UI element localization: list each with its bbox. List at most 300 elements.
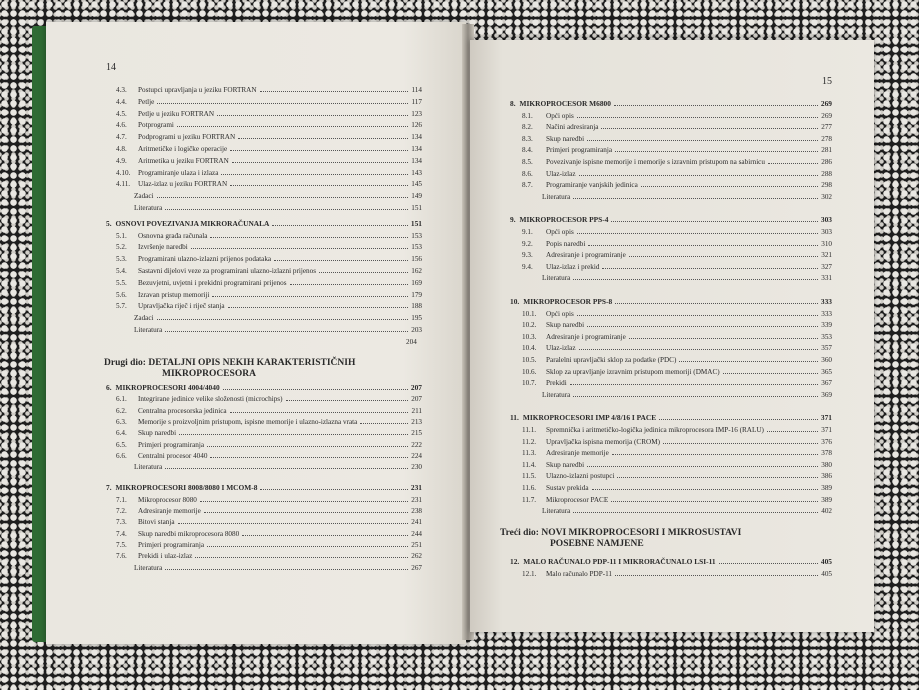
- toc-page-number: 134: [411, 156, 422, 165]
- leader-dots: [207, 546, 408, 547]
- toc-title: Podprogrami u jeziku FORTRAN: [138, 133, 236, 142]
- leader-dots: [614, 105, 818, 106]
- toc-title: Skup naredbi: [546, 321, 585, 330]
- toc-entry: [522, 496, 832, 504]
- left-page: [46, 22, 466, 644]
- leader-dots: [217, 115, 408, 116]
- leader-dots: [165, 468, 408, 469]
- toc-number: 10.4.: [522, 344, 537, 353]
- toc-page-number: 298: [821, 181, 832, 190]
- toc-page-number: 303: [821, 228, 832, 236]
- toc-title: Primjeri programiranja: [546, 146, 613, 155]
- leader-dots: [157, 197, 409, 198]
- leader-dots: [228, 307, 409, 308]
- toc-entry: [522, 112, 832, 120]
- leader-dots: [207, 446, 408, 447]
- toc-entry: [522, 123, 832, 131]
- toc-title: MALO RAČUNALO PDP-11 I MIKRORAČUNALO LSI-11: [523, 557, 716, 566]
- leader-dots: [200, 501, 408, 502]
- leader-dots: [191, 248, 409, 249]
- leader-dots: [573, 512, 818, 513]
- toc-page-number: 213: [411, 417, 422, 426]
- toc-entry: [116, 530, 422, 538]
- toc-title: Aritmetičke i logičke operacije: [138, 145, 228, 153]
- toc-entry: [134, 564, 422, 572]
- toc-page-number: 224: [411, 451, 422, 460]
- toc-number: 8.1.: [522, 111, 533, 120]
- toc-title: Bezuvjetni, uvjetni i prekidni programirani prijenos: [138, 278, 287, 287]
- toc-chapter-entry: [510, 100, 832, 108]
- toc-page-number: 389: [821, 495, 832, 504]
- toc-title: Ulaz-izlaz u jeziku FORTRAN: [138, 180, 228, 189]
- toc-entry: [116, 232, 422, 240]
- toc-number: 7.1.: [116, 495, 127, 504]
- toc-title: Sastavni dijelovi veze za programirani ulazno-izlazni prijenos: [138, 267, 317, 275]
- toc-page-number: 114: [411, 86, 422, 94]
- leader-dots: [767, 431, 818, 432]
- toc-title: Memorije s proizvoljnim pristupom, ispisne memorije i ulazno-izlazna vrata: [138, 417, 358, 426]
- toc-title: Postupci upravljanja u jeziku FORTRAN: [138, 86, 257, 94]
- toc-number: 5.7.: [116, 302, 127, 311]
- toc-entry: [522, 484, 832, 492]
- toc-title: Zadaci: [134, 192, 154, 201]
- toc-entry: [542, 274, 832, 282]
- part-heading-3: [500, 528, 741, 550]
- leader-dots: [573, 279, 818, 280]
- leader-dots: [579, 175, 819, 176]
- toc-page-number: 149: [411, 192, 422, 201]
- toc-title: Skup naredbi mikroprocesora 8080: [138, 529, 240, 538]
- toc-page-number: 369: [821, 390, 832, 399]
- toc-page-number: 365: [821, 367, 832, 376]
- leader-dots: [165, 569, 408, 570]
- toc-page-number: 333: [820, 297, 832, 306]
- leader-dots: [615, 303, 818, 304]
- toc-number: 5.2.: [116, 243, 127, 252]
- toc-page-number: 302: [821, 192, 832, 201]
- toc-title: Programiranje vanjskih jedinica: [546, 181, 638, 190]
- toc-number: 10.5.: [522, 356, 537, 364]
- toc-page-number: 156: [411, 255, 422, 264]
- leader-dots: [629, 338, 818, 339]
- toc-number: 6.: [106, 383, 112, 392]
- toc-title: Skup naredbi: [138, 429, 177, 438]
- toc-entry: [116, 291, 422, 299]
- toc-title: Programiranje ulaza i izlaza: [138, 168, 219, 177]
- toc-title: Izravan pristup memoriji: [138, 290, 210, 299]
- leader-dots: [679, 361, 818, 362]
- leader-dots: [238, 138, 408, 139]
- toc-page-number: 134: [411, 145, 422, 153]
- toc-number: 11.: [510, 413, 519, 423]
- toc-number: 5.6.: [116, 290, 127, 299]
- leader-dots: [641, 186, 818, 187]
- toc-number: 6.4.: [116, 429, 127, 438]
- page-number-left: 14: [106, 62, 116, 73]
- toc-entry: [116, 86, 422, 94]
- toc-title: Primjeri programiranja: [138, 540, 205, 549]
- toc-entry: [522, 170, 832, 178]
- toc-page-number: 321: [821, 251, 832, 260]
- toc-chapter-entry: [510, 298, 832, 306]
- toc-number: 10.6.: [522, 367, 537, 376]
- toc-number: 10.2.: [522, 321, 537, 330]
- toc-title: Povezivanje ispisne memorije i memorije s izravnim pristupom na sabirnicu: [546, 158, 765, 166]
- leader-dots: [629, 256, 818, 257]
- toc-entry: [522, 181, 832, 189]
- toc-page-number: 286: [821, 158, 832, 166]
- leader-dots: [611, 501, 818, 502]
- toc-page-number: 310: [821, 239, 832, 248]
- leader-dots: [723, 373, 819, 374]
- toc-entry: [116, 255, 422, 263]
- toc-number: 5.4.: [116, 267, 127, 275]
- toc-title: Aritmetika u jeziku FORTRAN: [138, 156, 229, 165]
- toc-title: Spremnička i aritmetičko-logička jedinica mikroprocesora IMP-16 (RALU): [546, 426, 764, 434]
- toc-entry: [522, 333, 832, 341]
- toc-title: Opći opis: [546, 228, 574, 236]
- leader-dots: [177, 126, 408, 127]
- toc-entry: [522, 426, 832, 434]
- toc-chapter-entry: [106, 484, 422, 492]
- leader-dots: [577, 233, 818, 234]
- toc-entry: [522, 449, 832, 457]
- toc-entry: [116, 169, 422, 177]
- toc-title: Osnovna građa računala: [138, 231, 208, 240]
- toc-entry: [522, 321, 832, 329]
- toc-title: Paralelni upravljački sklop za podatke (PDC): [546, 356, 677, 364]
- leader-dots: [242, 535, 408, 536]
- leader-dots: [157, 103, 408, 104]
- leader-dots: [272, 225, 408, 226]
- toc-title: Sklop za upravljanje izravnim pristupom memoriji (DMAC): [546, 367, 720, 376]
- toc-page-number: 386: [821, 472, 832, 481]
- leader-dots: [587, 466, 818, 467]
- toc-page-number: 241: [411, 518, 422, 527]
- toc-page-number: 262: [411, 552, 422, 561]
- toc-title: OSNOVI POVEZIVANJA MIKRORAČUNALA: [115, 218, 270, 228]
- toc-page-number: 151: [410, 218, 422, 228]
- toc-page-number: 376: [821, 437, 832, 446]
- leader-dots: [165, 331, 408, 332]
- toc-page-number: 215: [411, 429, 422, 438]
- toc-page-number: 179: [411, 290, 422, 299]
- toc-page-number: 207: [410, 383, 422, 392]
- leader-dots: [577, 315, 818, 316]
- leader-dots: [230, 185, 408, 186]
- toc-entry: [116, 180, 422, 188]
- toc-page-number: 303: [820, 215, 832, 225]
- toc-entry: [116, 267, 422, 275]
- toc-title: Skup naredbi: [546, 134, 585, 143]
- toc-number: 4.9.: [116, 156, 127, 165]
- leader-dots: [260, 91, 409, 92]
- toc-page-number: 222: [411, 440, 422, 449]
- leader-dots: [178, 523, 409, 524]
- toc-title: Prekidi: [546, 379, 567, 388]
- toc-entry: [116, 145, 422, 153]
- toc-page-number: 134: [411, 133, 422, 142]
- leader-dots: [602, 268, 818, 269]
- toc-page-number: 269: [820, 99, 832, 108]
- toc-title: Centralna procesorska jedinica: [138, 406, 227, 415]
- toc-entry: [116, 452, 422, 460]
- leader-dots: [319, 272, 408, 273]
- toc-title: Centralni procesor 4040: [138, 451, 208, 460]
- leader-dots: [768, 163, 818, 164]
- page-number-right: 15: [822, 76, 832, 87]
- toc-entry: [522, 310, 832, 318]
- leader-dots: [615, 151, 818, 152]
- toc-page-number: 378: [821, 449, 832, 458]
- toc-entry: [116, 395, 422, 403]
- toc-entry: [116, 496, 422, 504]
- toc-number: 4.5.: [116, 109, 127, 118]
- toc-title: Ulaz-izlaz: [546, 344, 576, 353]
- toc-entry: [522, 461, 832, 469]
- toc-entry: [522, 368, 832, 376]
- toc-number: 11.6.: [522, 484, 537, 492]
- toc-title: Sustav prekida: [546, 484, 589, 492]
- toc-number: 9.1.: [522, 228, 533, 236]
- toc-title: Integrirane jedinice velike složenosti (microchips): [138, 395, 283, 404]
- toc-entry: [522, 263, 832, 271]
- toc-entry: [116, 279, 422, 287]
- toc-entry: [522, 570, 832, 578]
- toc-number: 7.6.: [116, 552, 127, 561]
- toc-title: Bitovi stanja: [138, 518, 175, 527]
- toc-page-number: 288: [821, 169, 832, 178]
- toc-title: Literatura: [134, 463, 163, 472]
- leader-dots: [195, 557, 408, 558]
- leader-dots: [615, 575, 818, 576]
- toc-title: Upravljačka riječ i riječ stanja: [138, 302, 225, 311]
- leader-dots: [286, 400, 409, 401]
- toc-entry: [116, 552, 422, 560]
- leader-dots: [212, 296, 408, 297]
- leader-dots: [601, 128, 818, 129]
- toc-number: 4.4.: [116, 97, 127, 106]
- leader-dots: [210, 457, 408, 458]
- toc-number: 5.1.: [116, 231, 127, 240]
- toc-number: 8.4.: [522, 146, 533, 155]
- toc-entry: [134, 463, 422, 471]
- leader-dots: [223, 389, 408, 390]
- toc-number: 6.3.: [116, 417, 127, 426]
- toc-page-number: 238: [411, 507, 422, 515]
- toc-page-number: 360: [821, 356, 832, 364]
- toc-entry: [542, 507, 832, 515]
- toc-page-number: 123: [411, 109, 422, 118]
- part-heading-line2: POSEBNE NAMJENE: [550, 539, 644, 549]
- toc-page-number: 143: [411, 168, 422, 177]
- leader-dots: [165, 209, 408, 210]
- toc-entry: [116, 441, 422, 449]
- toc-number: 11.7.: [522, 495, 537, 504]
- toc-entry: [522, 240, 832, 248]
- toc-entry: [116, 518, 422, 526]
- leader-dots: [577, 117, 818, 118]
- toc-title: Primjeri programiranja: [138, 440, 205, 449]
- toc-title: Potprogrami: [138, 121, 174, 130]
- toc-page-number: 244: [411, 529, 422, 538]
- toc-page-number: 169: [411, 278, 422, 287]
- toc-title: Literatura: [542, 192, 571, 201]
- toc-title: Adresiranje memorije: [138, 507, 201, 515]
- toc-title: Literatura: [542, 274, 571, 283]
- toc-number: 7.2.: [116, 507, 127, 515]
- toc-number: 10.7.: [522, 379, 537, 388]
- toc-number: 4.3.: [116, 86, 127, 94]
- leader-dots: [588, 245, 818, 246]
- right-page: [470, 40, 874, 632]
- toc-number: 8.6.: [522, 169, 533, 178]
- toc-entry: [116, 541, 422, 549]
- toc-chapter-entry: [106, 220, 422, 228]
- toc-entry: [116, 302, 422, 310]
- toc-page-number: 327: [821, 262, 832, 271]
- toc-title: Popis naredbi: [546, 239, 586, 248]
- toc-page-number: 117: [411, 97, 422, 106]
- toc-entry: [522, 135, 832, 143]
- toc-title: Literatura: [542, 507, 571, 516]
- toc-title: MIKROPROCESORI 8008/8080 I MCOM-8: [115, 483, 258, 493]
- toc-page-number: 405: [821, 569, 832, 578]
- toc-entry: [116, 133, 422, 141]
- toc-page-number: 269: [821, 111, 832, 120]
- toc-entry: [116, 418, 422, 426]
- toc-title: Opći opis: [546, 309, 574, 318]
- toc-page-number: 357: [821, 344, 832, 353]
- toc-entry: [522, 146, 832, 154]
- toc-entry: [522, 158, 832, 166]
- toc-entry: [116, 429, 422, 437]
- leader-dots: [204, 512, 408, 513]
- toc-title: MIKROPROCESOR PPS-8: [523, 297, 613, 306]
- toc-title: Mikroprocesor 8080: [138, 495, 197, 504]
- toc-entry: [134, 204, 422, 212]
- part-heading-2: [104, 358, 355, 380]
- toc-number: 8.7.: [522, 181, 533, 190]
- toc-entry: [542, 193, 832, 201]
- toc-page-number: 162: [411, 267, 422, 275]
- toc-title: Izvršenje naredbi: [138, 243, 188, 252]
- leader-dots: [179, 434, 408, 435]
- toc-page-number: 207: [411, 395, 422, 404]
- toc-number: 4.7.: [116, 133, 127, 142]
- toc-entry: [116, 407, 422, 415]
- toc-entry: [522, 344, 832, 352]
- toc-title: Literatura: [134, 204, 163, 212]
- toc-title: MIKROPROCESORI IMP 4/8/16 I PACE: [522, 413, 657, 423]
- toc-page-number: 367: [821, 379, 832, 388]
- toc-number: 6.5.: [116, 440, 127, 449]
- toc-entry: [134, 314, 422, 322]
- toc-number: 5.: [106, 218, 112, 228]
- toc-entry: [522, 228, 832, 236]
- toc-number: 7.4.: [116, 529, 127, 538]
- leader-dots: [573, 198, 818, 199]
- toc-number: 11.3.: [522, 449, 537, 458]
- toc-entry: [116, 243, 422, 251]
- toc-title: Malo računalo PDP-11: [546, 569, 613, 578]
- toc-number: 11.5.: [522, 472, 537, 481]
- toc-number: 4.10.: [116, 168, 131, 177]
- toc-title: Zadaci: [134, 314, 154, 323]
- toc-number: 8.5.: [522, 158, 533, 166]
- part-heading-line1: Treći dio: NOVI MIKROPROCESORI I MIKROSUSTAVI: [500, 528, 742, 538]
- toc-title: Ulaz-izlaz: [546, 169, 576, 178]
- toc-page-number: 281: [821, 146, 832, 155]
- leader-dots: [659, 419, 818, 420]
- toc-title: Skup naredbi: [546, 460, 585, 469]
- toc-entry: [522, 472, 832, 480]
- toc-chapter-entry: [510, 558, 832, 566]
- toc-title: Ulazno-izlazni postupci: [546, 472, 615, 481]
- toc-number: 4.6.: [116, 121, 127, 130]
- toc-number: 8.: [510, 99, 516, 108]
- toc-entry: [134, 192, 422, 200]
- toc-title: MIKROPROCESOR M6800: [519, 99, 611, 108]
- leader-dots: [611, 221, 817, 222]
- toc-title: Prekidi i ulaz-izlaz: [138, 552, 193, 561]
- toc-entry: [116, 157, 422, 165]
- toc-page-number: 402: [821, 507, 832, 516]
- toc-number: 8.3.: [522, 134, 533, 143]
- toc-number: 12.: [510, 557, 520, 566]
- toc-page-number: 153: [411, 231, 422, 240]
- leader-dots: [612, 454, 818, 455]
- toc-number: 9.2.: [522, 239, 533, 248]
- toc-entry: [542, 391, 832, 399]
- leader-dots: [221, 174, 408, 175]
- toc-entry: [116, 507, 422, 515]
- toc-entry: [116, 98, 422, 106]
- toc-page-number: 188: [411, 302, 422, 311]
- toc-number: 9.: [510, 215, 516, 225]
- toc-title: Opći opis: [546, 111, 574, 120]
- part-heading-line2: MIKROPROCESORA: [162, 369, 256, 379]
- toc-chapter-entry: [510, 414, 832, 422]
- toc-title: Petlje u jeziku FORTRAN: [138, 109, 215, 118]
- toc-number: 11.4.: [522, 460, 537, 469]
- toc-page-number: 230: [411, 463, 422, 472]
- leader-dots: [274, 260, 408, 261]
- leader-dots: [592, 489, 819, 490]
- toc-page-number: 371: [820, 413, 832, 423]
- toc-number: 10.3.: [522, 332, 537, 341]
- toc-page-number: 151: [411, 204, 422, 212]
- toc-title: Mikroprocesor PACE: [546, 495, 609, 504]
- toc-page-number: 126: [411, 121, 422, 130]
- toc-number: 11.2.: [522, 437, 537, 446]
- leader-dots: [360, 423, 408, 424]
- toc-page-number: 153: [411, 243, 422, 252]
- toc-page-number: 204: [406, 337, 417, 346]
- leader-dots: [290, 284, 409, 285]
- toc-page-number: 389: [821, 484, 832, 492]
- toc-number: 6.2.: [116, 406, 127, 415]
- toc-number: 5.5.: [116, 278, 127, 287]
- toc-page-number: 405: [820, 557, 832, 566]
- toc-page-number: 353: [821, 332, 832, 341]
- toc-page-number: 231: [410, 483, 422, 493]
- toc-title: Petlje: [138, 97, 155, 106]
- toc-number: 11.1.: [522, 426, 537, 434]
- toc-number: 8.2.: [522, 123, 533, 132]
- toc-number: 7.5.: [116, 540, 127, 549]
- toc-number: 6.6.: [116, 451, 127, 460]
